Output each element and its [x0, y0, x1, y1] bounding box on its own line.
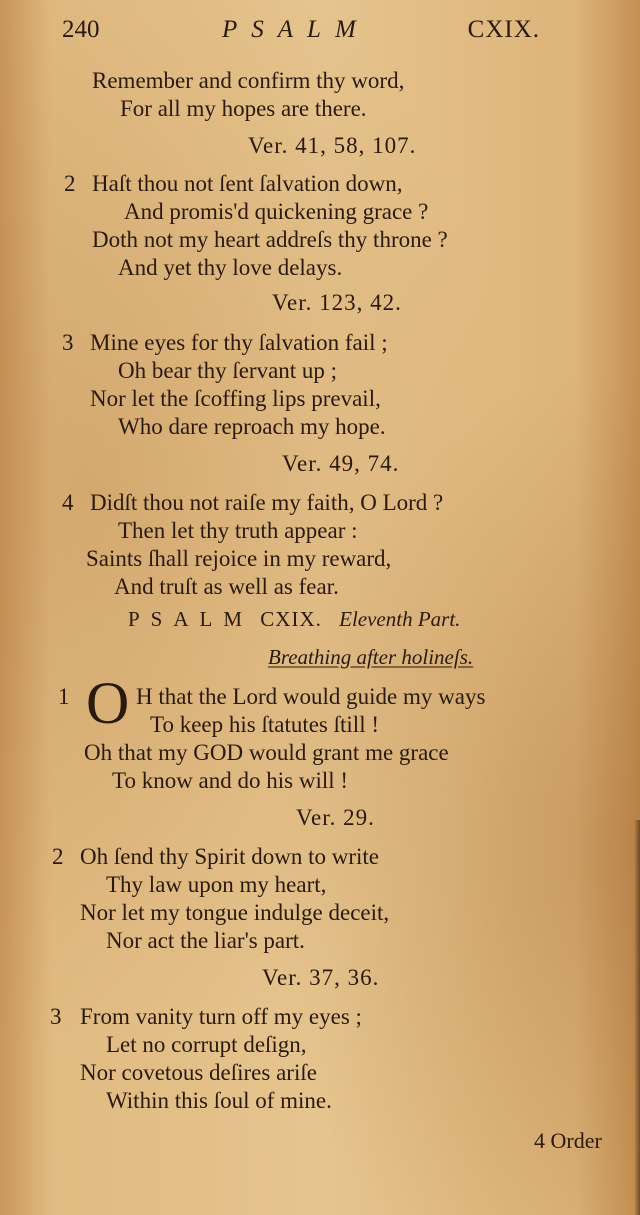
verse-line: Remember and confirm thy word,	[92, 68, 405, 93]
catchword: 4 Order	[534, 1128, 602, 1153]
stanza-number: 3	[62, 330, 74, 355]
drop-cap: O	[86, 670, 130, 736]
verse-line: Saints ſhall rejoice in my reward,	[86, 546, 392, 571]
verse-line: Doth not my heart addreſs thy throne ?	[92, 227, 448, 252]
verse-line: And yet thy love delays.	[118, 255, 343, 280]
part-subtitle: Breathing after holineſs.	[268, 645, 474, 669]
page-edge-shadow	[634, 820, 640, 1215]
part-psalm-number: CXIX.	[260, 607, 322, 631]
verse-line: Within this ſoul of mine.	[106, 1088, 332, 1113]
verse-reference: Ver. 49, 74.	[282, 451, 400, 476]
verse-reference: Ver. 29.	[296, 805, 375, 830]
verse-line: Nor let the ſcoffing lips prevail,	[90, 386, 381, 411]
verse-line: And truſt as well as fear.	[114, 574, 339, 599]
verse-reference: Ver. 37, 36.	[262, 965, 380, 990]
verse-line: Thy law upon my heart,	[106, 872, 327, 897]
part-psalm-label: PSALM	[128, 607, 254, 631]
verse-line: Then let thy truth appear :	[118, 518, 358, 543]
verse-line: Oh ſend thy Spirit down to write	[80, 844, 379, 869]
verse-line: Oh that my GOD would grant me grace	[84, 740, 449, 765]
verse-line: Nor act the liar's part.	[106, 928, 305, 953]
running-psalm-number: CXIX.	[467, 16, 540, 43]
verse-line: For all my hopes are there.	[120, 96, 367, 121]
page-header	[62, 16, 540, 48]
verse-line: From vanity turn off my eyes ;	[80, 1004, 362, 1029]
stanza-number: 1	[58, 684, 70, 709]
verse-line: Oh bear thy ſervant up ;	[118, 358, 338, 383]
verse-line: Nor let my tongue indulge deceit,	[80, 900, 390, 925]
verse-line: Mine eyes for thy ſalvation fail ;	[90, 330, 388, 355]
part-label: Eleventh Part.	[339, 607, 461, 631]
page-number: 240	[62, 16, 100, 43]
verse-line: H that the Lord would guide my ways	[136, 684, 486, 709]
stanza-number: 4	[62, 490, 74, 515]
verse-line: Haſt thou not ſent ſalvation down,	[92, 171, 403, 196]
verse-reference: Ver. 41, 58, 107.	[248, 133, 417, 158]
part-heading	[128, 607, 460, 632]
stanza-number: 2	[64, 171, 76, 196]
verse-line: Nor covetous deſires ariſe	[80, 1060, 317, 1085]
running-title: PSALM	[222, 16, 370, 43]
verse-line: Didſt thou not raiſe my faith, O Lord ?	[90, 490, 444, 515]
verse-line: To know and do his will !	[112, 768, 349, 793]
verse-line: And promis'd quickening grace ?	[124, 199, 429, 224]
verse-line: Let no corrupt deſign,	[106, 1032, 307, 1057]
verse-reference: Ver. 123, 42.	[272, 290, 402, 315]
verse-line: To keep his ſtatutes ſtill !	[150, 712, 379, 737]
stanza-number: 3	[50, 1004, 62, 1029]
verse-line: Who dare reproach my hope.	[118, 414, 386, 439]
stanza-number: 2	[52, 844, 64, 869]
